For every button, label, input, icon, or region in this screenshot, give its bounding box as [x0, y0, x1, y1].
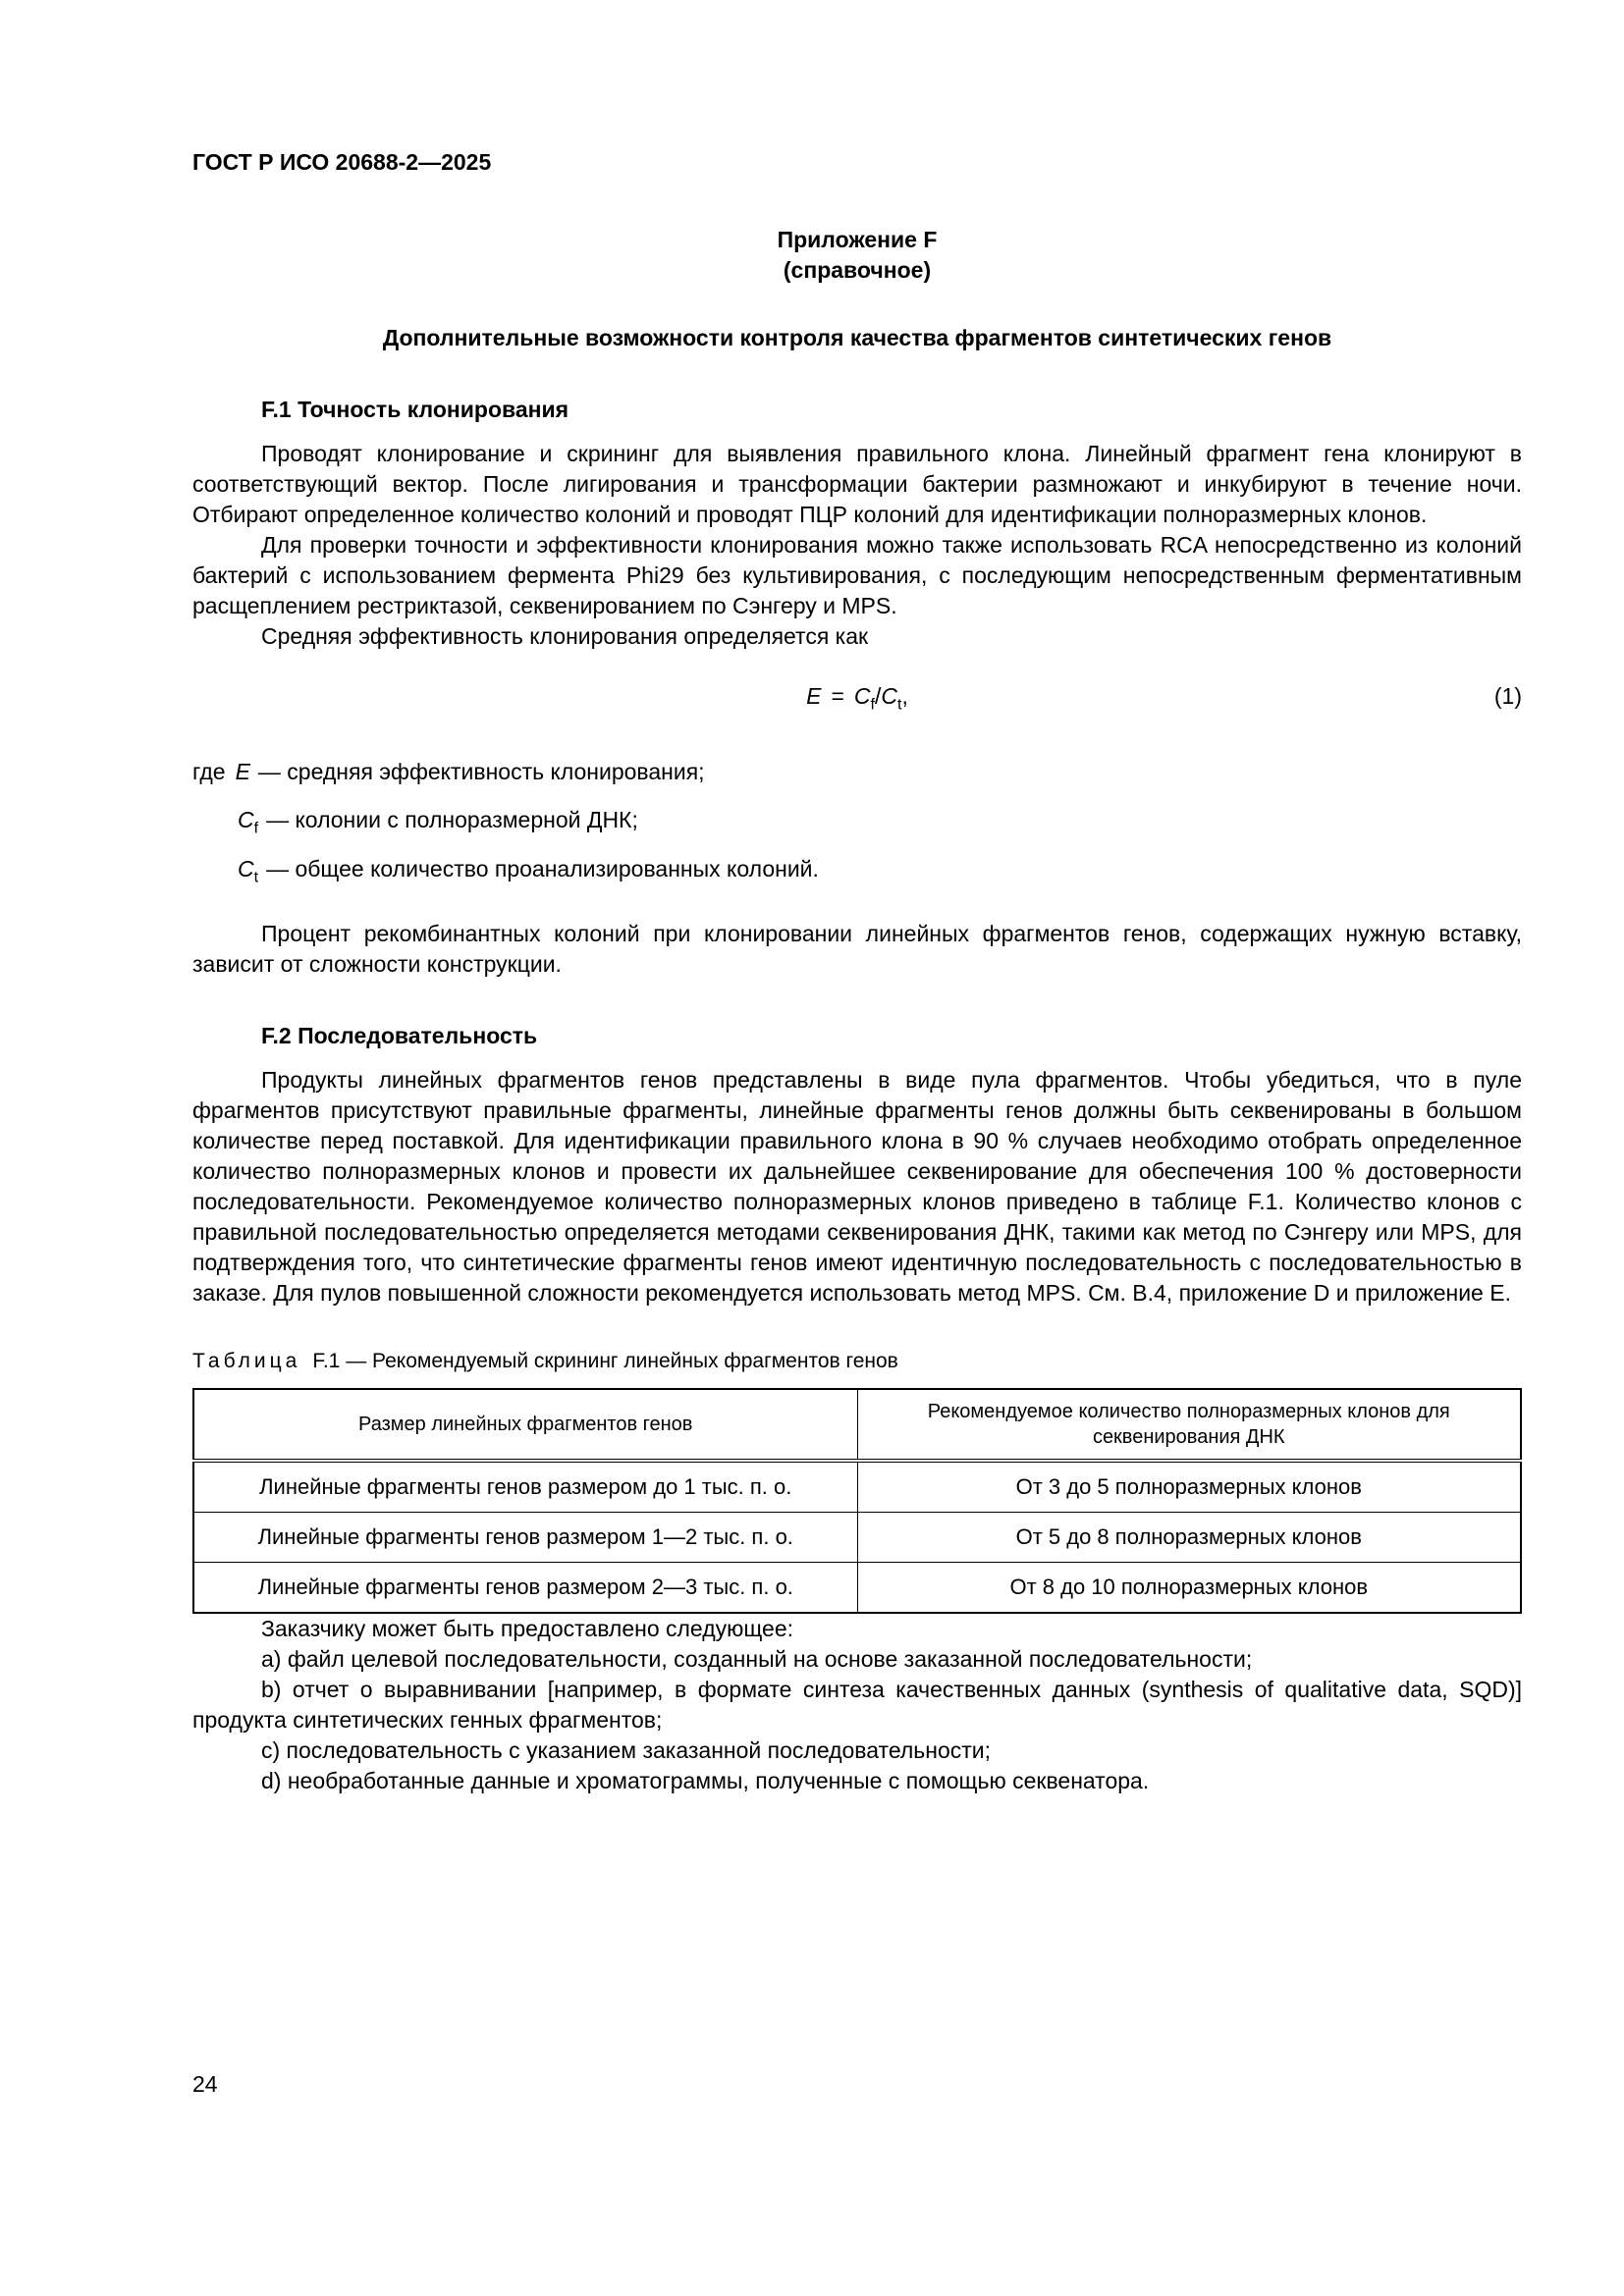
formula-slash: / — [875, 683, 882, 709]
formula-sub-f: f — [870, 696, 875, 714]
where-term — [238, 855, 259, 886]
where-symbol: C — [238, 807, 254, 833]
where-term — [236, 759, 250, 784]
section-f2-heading: F.2 Последовательность — [261, 1023, 538, 1049]
formula-comma: , — [901, 683, 908, 709]
closing-item-a: a) файл целевой последовательности, созданный на основе заказанной последовательности; — [261, 1646, 1253, 1673]
paragraph-f1-1: Проводят клонирование и скрининг для выявления правильного клона. Линейный фрагмент гена клонируют в соответствующий вектор. После лигирования и трансформации бактерии размножают и инкубируют в течение ночи. Отбирают определенное количество колоний и проводят ПЦР колоний для идентификации полноразмерных клонов. — [192, 441, 1522, 527]
where-item — [192, 849, 1522, 898]
paragraph-f1-3: Средняя эффективность клонирования определяется как — [261, 623, 869, 649]
formula-var-e: E — [806, 683, 822, 709]
where-definition: — общее количество проанализированных колоний. — [266, 855, 819, 881]
table-cell-size: Линейные фрагменты генов размером 1—2 тыс. п. о. — [193, 1513, 857, 1563]
table-cell-clones: От 8 до 10 полноразмерных клонов — [857, 1563, 1521, 1614]
closing-item-b: b) отчет о выравнивании [например, в формате синтеза качественных данных (synthesis of qualitative data, SQD)] продукта синтетических генных фрагментов; — [192, 1677, 1522, 1734]
paragraph-f1-2: Для проверки точности и эффективности клонирования можно также использовать RCA непосредственно из колоний бактерий с использованием фермента Phi29 без культивирования, с последующим непосредственным ферментативным расщеплением рестриктазой, секвенированием по Сэнгеру и MPS. — [192, 532, 1522, 618]
paragraph-f1-4: Процент рекомбинантных колоний при клонировании линейных фрагментов генов, содержащих нужную вставку, зависит от сложности конструкции. — [192, 921, 1522, 978]
where-list — [192, 752, 1522, 898]
table-row — [193, 1461, 1521, 1513]
formula-block — [192, 681, 1522, 721]
where-symbol: E — [235, 758, 250, 784]
table-f1 — [192, 1388, 1522, 1614]
annex-title: Дополнительные возможности контроля качества фрагментов синтетических генов — [382, 325, 1332, 350]
where-term — [238, 807, 259, 837]
table-caption — [192, 1346, 1522, 1376]
table-cell-size: Линейные фрагменты генов размером до 1 тыс. п. о. — [193, 1461, 857, 1513]
where-definition: — колонии с полноразмерной ДНК; — [266, 807, 638, 833]
where-intro: где — [192, 758, 226, 784]
table-header-row — [193, 1389, 1521, 1461]
table-row — [193, 1563, 1521, 1614]
where-symbol-sub: f — [253, 820, 259, 837]
annex-label: Приложение F — [777, 227, 938, 252]
table-caption-text: F.1 — Рекомендуемый скрининг линейных фрагментов генов — [312, 1350, 898, 1373]
formula-var-ct: C — [881, 683, 898, 709]
where-item — [192, 752, 1522, 801]
table-header-clones: Рекомендуемое количество полноразмерных клонов для секвенирования ДНК — [857, 1389, 1521, 1461]
closing-intro: Заказчику может быть предоставлено следующее: — [261, 1616, 794, 1642]
where-symbol-sub: t — [253, 869, 259, 886]
document-code: ГОСТ Р ИСО 20688-2—2025 — [192, 149, 492, 175]
where-symbol: C — [238, 855, 254, 881]
table-cell-clones: От 3 до 5 полноразмерных клонов — [857, 1461, 1521, 1513]
formula-var-cf: C — [853, 683, 871, 709]
where-definition: — средняя эффективность клонирования; — [257, 758, 705, 784]
table-row — [193, 1513, 1521, 1563]
formula-equals: = — [831, 683, 844, 709]
closing-item-d: d) необработанные данные и хроматограммы, полученные с помощью секвенатора. — [261, 1768, 1150, 1794]
annex-kind: (справочное) — [783, 257, 932, 283]
closing-item-c: c) последовательность с указанием заказанной последовательности; — [261, 1737, 992, 1764]
table-caption-word: Таблица — [192, 1350, 301, 1373]
formula-expression — [806, 683, 908, 714]
table-header-size: Размер линейных фрагментов генов — [193, 1389, 857, 1461]
table-cell-size: Линейные фрагменты генов размером 2—3 тыс. п. о. — [193, 1563, 857, 1614]
section-f1-heading: F.1 Точность клонирования — [261, 397, 569, 422]
table-cell-clones: От 5 до 8 полноразмерных клонов — [857, 1513, 1521, 1563]
formula-number: (1) — [1493, 683, 1522, 709]
paragraph-f2-1: Продукты линейных фрагментов генов представлены в виде пула фрагментов. Чтобы убедиться, что в пуле фрагментов присутствуют правильные фрагменты, линейные фрагменты генов должны быть секвенированы в большом количестве перед поставкой. Для идентификации правильного клона в 90 % случаев необходимо отобрать определенное количество полноразмерных клонов и провести их дальнейшее секвенирование для обеспечения 100 % достоверности последовательности. Рекомендуемое количество полноразмерных клонов приведено в таблице F.1. Количество клонов с правильной последовательностью определяется методами секвенирования ДНК, такими как метод по Сэнгеру или MPS, для подтверждения того, что синтетические фрагменты генов имеют идентичную последовательность с последовательностью в заказе. Для пулов повышенной сложности рекомендуется использовать метод MPS. См. В.4, приложение D и приложение E. — [192, 1067, 1522, 1307]
where-item — [192, 800, 1522, 849]
page-number: 24 — [192, 2071, 218, 2097]
formula-sub-t: t — [897, 696, 902, 714]
